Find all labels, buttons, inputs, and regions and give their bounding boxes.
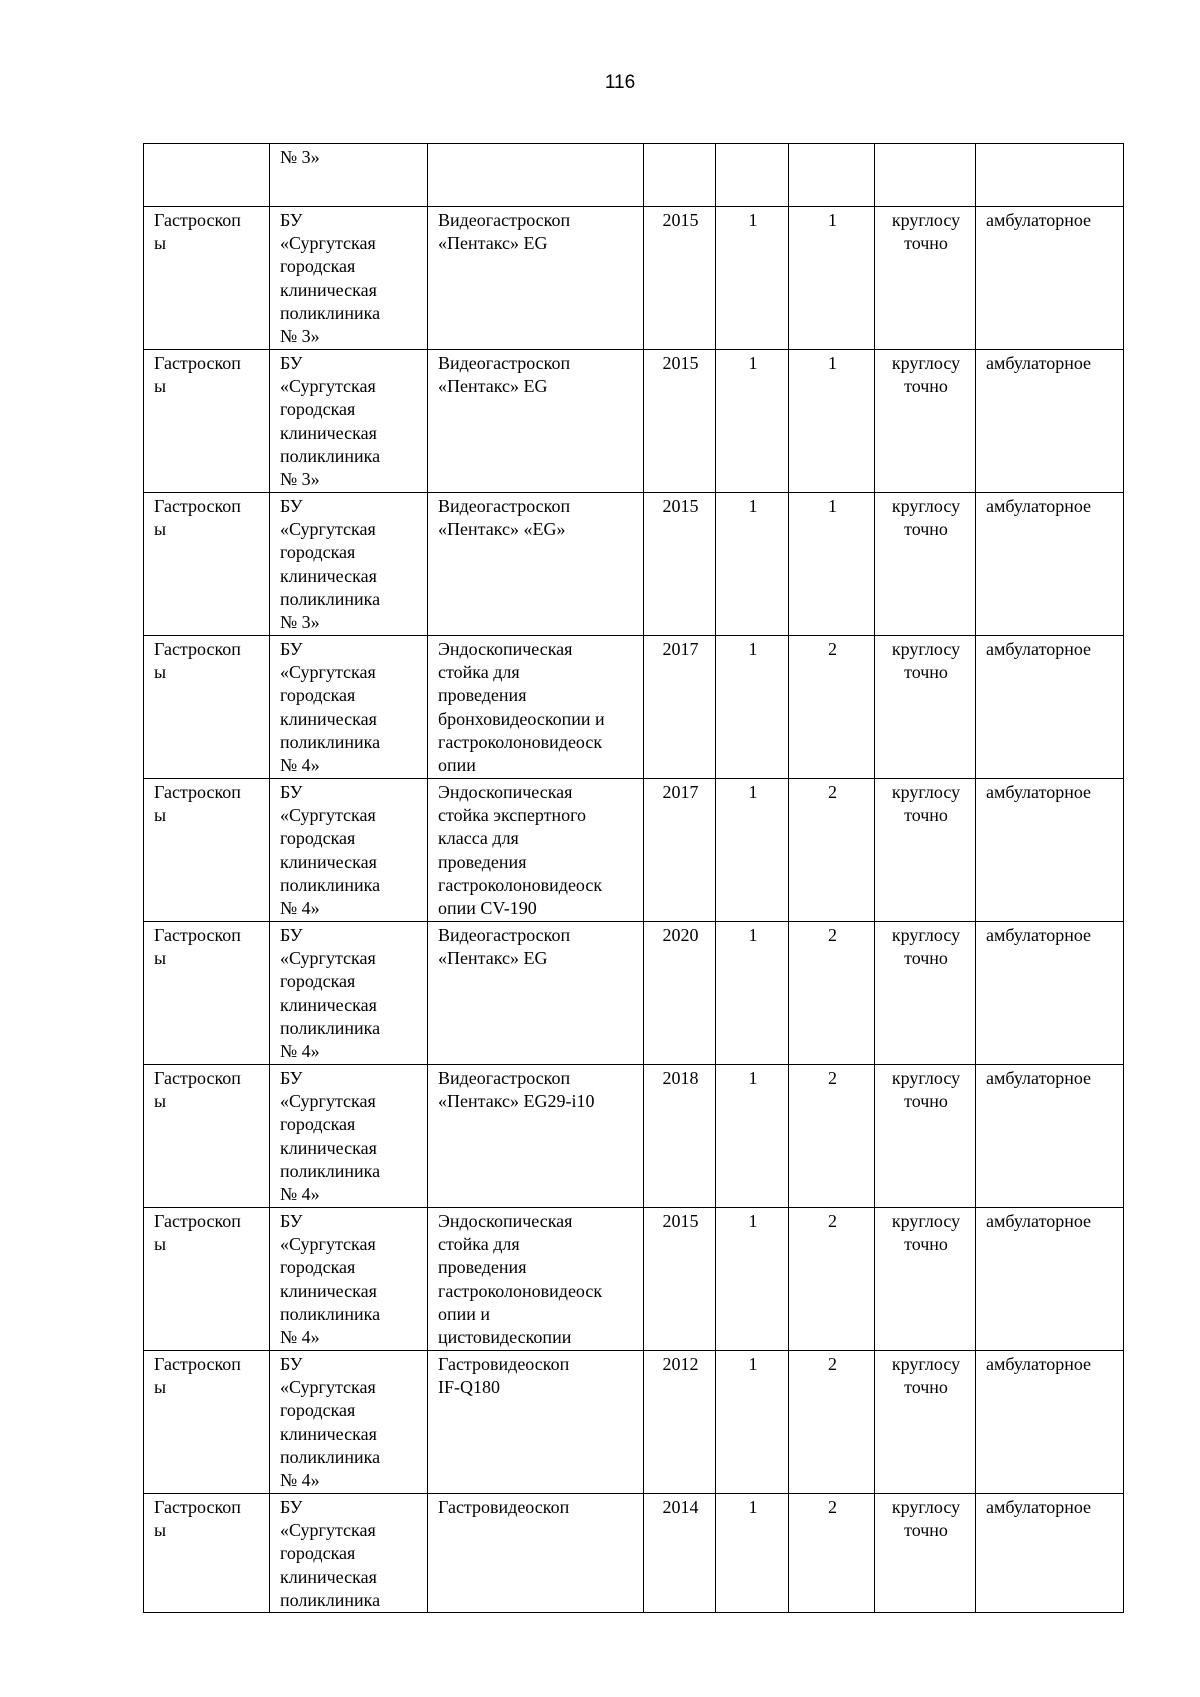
cell-quantity-2: 2: [789, 1494, 875, 1613]
cell-organization: БУ «Сургутская городская клиническая поликлиника № 3»: [270, 207, 428, 350]
cell-care-type: амбулаторное: [976, 1351, 1124, 1494]
cell-care-type: амбулаторное: [976, 1494, 1124, 1613]
cell-quantity-1: 1: [716, 1351, 789, 1494]
cell-year: 2018: [644, 1065, 716, 1208]
cell-category: Гастроскоп ы: [144, 922, 270, 1065]
cell-quantity-2: 1: [789, 493, 875, 636]
table-row: [144, 1065, 1124, 1208]
cell-quantity-1: [716, 144, 789, 207]
cell-year: 2017: [644, 636, 716, 779]
cell-organization: БУ «Сургутская городская клиническая поликлиника № 4»: [270, 1208, 428, 1351]
cell-organization: БУ «Сургутская городская клиническая поликлиника № 4»: [270, 779, 428, 922]
cell-year: [644, 144, 716, 207]
cell-year: 2015: [644, 350, 716, 493]
cell-care-type: амбулаторное: [976, 493, 1124, 636]
table-row: [144, 493, 1124, 636]
cell-quantity-2: 2: [789, 1351, 875, 1494]
table-row: [144, 350, 1124, 493]
cell-care-type: амбулаторное: [976, 636, 1124, 779]
cell-category: Гастроскоп ы: [144, 1494, 270, 1613]
cell-work-mode: круглосу точно: [875, 1208, 976, 1351]
page-number: 116: [604, 72, 636, 93]
cell-equipment: Гастровидеоскоп IF-Q180: [428, 1351, 644, 1494]
cell-quantity-2: 1: [789, 350, 875, 493]
cell-care-type: амбулаторное: [976, 1208, 1124, 1351]
cell-equipment: Видеогастроскоп «Пентакс» «EG»: [428, 493, 644, 636]
cell-work-mode: круглосу точно: [875, 1351, 976, 1494]
cell-care-type: [976, 144, 1124, 207]
table-row: [144, 636, 1124, 779]
cell-equipment: Видеогастроскоп «Пентакс» EG: [428, 922, 644, 1065]
cell-care-type: амбулаторное: [976, 207, 1124, 350]
cell-quantity-2: 2: [789, 779, 875, 922]
cell-category: Гастроскоп ы: [144, 350, 270, 493]
cell-category: Гастроскоп ы: [144, 636, 270, 779]
cell-category: Гастроскоп ы: [144, 207, 270, 350]
cell-care-type: амбулаторное: [976, 350, 1124, 493]
cell-care-type: амбулаторное: [976, 779, 1124, 922]
cell-quantity-1: 1: [716, 1494, 789, 1613]
table-row: [144, 207, 1124, 350]
cell-equipment: Эндоскопическая стойка для проведения гастроколоновидеоск опии и цистовидескопии: [428, 1208, 644, 1351]
cell-organization: БУ «Сургутская городская клиническая поликлиника: [270, 1494, 428, 1613]
cell-category: Гастроскоп ы: [144, 1208, 270, 1351]
cell-organization: БУ «Сургутская городская клиническая поликлиника № 4»: [270, 922, 428, 1065]
cell-quantity-2: 2: [789, 636, 875, 779]
cell-quantity-1: 1: [716, 493, 789, 636]
cell-work-mode: круглосу точно: [875, 1065, 976, 1208]
cell-quantity-2: 2: [789, 1208, 875, 1351]
cell-category: Гастроскоп ы: [144, 1065, 270, 1208]
cell-equipment: Эндоскопическая стойка для проведения бронховидеоскопии и гастроколоновидеоск опии: [428, 636, 644, 779]
cell-work-mode: круглосу точно: [875, 779, 976, 922]
cell-category: Гастроскоп ы: [144, 779, 270, 922]
table-row: [144, 144, 1124, 207]
cell-equipment: Эндоскопическая стойка экспертного класса для проведения гастроколоновидеоск опии CV-190: [428, 779, 644, 922]
cell-year: 2015: [644, 207, 716, 350]
cell-quantity-1: 1: [716, 1065, 789, 1208]
equipment-table: [143, 143, 1124, 1613]
cell-work-mode: [875, 144, 976, 207]
table-row: [144, 779, 1124, 922]
cell-equipment: Гастровидеоскоп: [428, 1494, 644, 1613]
cell-quantity-1: 1: [716, 1208, 789, 1351]
cell-quantity-2: [789, 144, 875, 207]
cell-work-mode: круглосу точно: [875, 493, 976, 636]
cell-work-mode: круглосу точно: [875, 1494, 976, 1613]
cell-organization: БУ «Сургутская городская клиническая поликлиника № 4»: [270, 1351, 428, 1494]
table-row: [144, 1351, 1124, 1494]
cell-category: Гастроскоп ы: [144, 1351, 270, 1494]
cell-equipment: Видеогастроскоп «Пентакс» EG: [428, 350, 644, 493]
cell-organization: БУ «Сургутская городская клиническая поликлиника № 3»: [270, 493, 428, 636]
cell-quantity-1: 1: [716, 207, 789, 350]
cell-quantity-2: 2: [789, 1065, 875, 1208]
cell-category: [144, 144, 270, 207]
cell-work-mode: круглосу точно: [875, 207, 976, 350]
cell-category: Гастроскоп ы: [144, 493, 270, 636]
table-row: [144, 1208, 1124, 1351]
cell-work-mode: круглосу точно: [875, 350, 976, 493]
cell-year: 2012: [644, 1351, 716, 1494]
cell-quantity-1: 1: [716, 636, 789, 779]
cell-quantity-1: 1: [716, 779, 789, 922]
cell-year: 2017: [644, 779, 716, 922]
cell-organization: № 3»: [270, 144, 428, 207]
cell-year: 2014: [644, 1494, 716, 1613]
cell-equipment: Видеогастроскоп «Пентакс» EG: [428, 207, 644, 350]
cell-equipment: [428, 144, 644, 207]
cell-quantity-2: 1: [789, 207, 875, 350]
cell-care-type: амбулаторное: [976, 1065, 1124, 1208]
cell-work-mode: круглосу точно: [875, 922, 976, 1065]
cell-quantity-2: 2: [789, 922, 875, 1065]
cell-year: 2015: [644, 1208, 716, 1351]
cell-organization: БУ «Сургутская городская клиническая поликлиника № 4»: [270, 636, 428, 779]
cell-work-mode: круглосу точно: [875, 636, 976, 779]
cell-quantity-1: 1: [716, 350, 789, 493]
cell-organization: БУ «Сургутская городская клиническая поликлиника № 3»: [270, 350, 428, 493]
table-body: [144, 144, 1124, 1613]
cell-care-type: амбулаторное: [976, 922, 1124, 1065]
cell-year: 2020: [644, 922, 716, 1065]
cell-equipment: Видеогастроскоп «Пентакс» EG29-i10: [428, 1065, 644, 1208]
cell-year: 2015: [644, 493, 716, 636]
table-row: [144, 922, 1124, 1065]
table-row: [144, 1494, 1124, 1613]
cell-quantity-1: 1: [716, 922, 789, 1065]
cell-organization: БУ «Сургутская городская клиническая поликлиника № 4»: [270, 1065, 428, 1208]
